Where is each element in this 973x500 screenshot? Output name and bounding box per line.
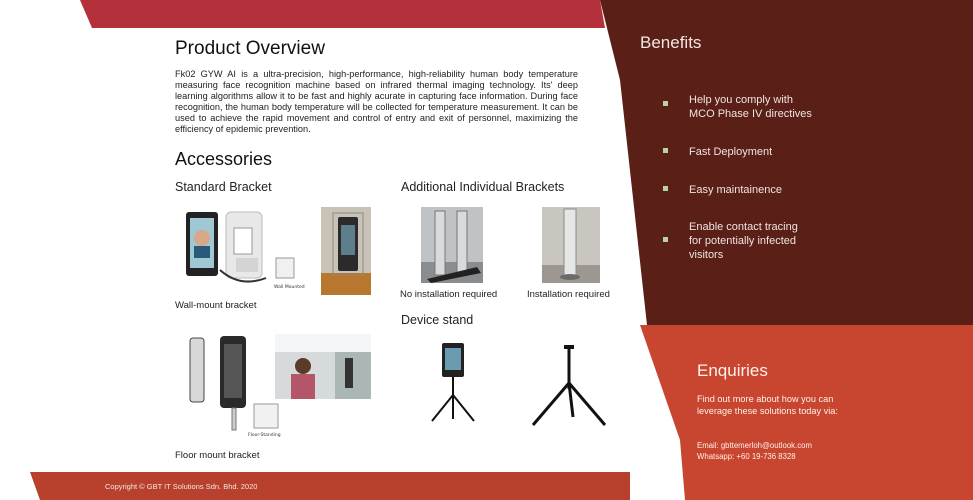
additional-brackets-heading: Additional Individual Brackets: [401, 180, 565, 194]
floor-standing-tag: Floor-Standing: [248, 433, 281, 438]
device-stand-tripod-with-device: [428, 341, 478, 425]
benefits-title: Benefits: [640, 33, 702, 52]
no-install-caption: No installation required: [400, 289, 498, 300]
floor-mount-usage-photo: [275, 334, 371, 399]
floor-mount-bracket-image: [184, 334, 284, 442]
bullet-icon: [663, 148, 668, 153]
contact-whatsapp[interactable]: Whatsapp: +60 19-736 8328: [697, 452, 796, 461]
contact-email[interactable]: Email: gbttemerloh@outlook.com: [697, 441, 812, 450]
benefit-item: Enable contact tracing for potentially infected visitors: [663, 220, 813, 262]
device-stand-heading: Device stand: [401, 313, 474, 327]
benefit-item: Fast Deployment: [663, 145, 813, 159]
no-install-bracket-image: [421, 207, 483, 283]
bullet-icon: [663, 186, 668, 191]
overview-description: Fk02 GYW AI is a ultra-precision, high-performance, high-reliability human body temperature measuring face recognition machine based on infrared thermal imaging technology. Its' deep learning algorithms allow it to be fast and highly acurate in capturing face information. During face recognition, the human body temperature will be collected for temperature measurement. It can be used to achieve the rapid movement and control of entry and exit of personnel, maximizing the efficiency of epidemic prevention.: [175, 69, 578, 134]
benefit-item: Easy maintainence: [663, 183, 813, 197]
install-bracket-image: [542, 207, 600, 283]
enquiries-description: Find out more about how you can leverage these solutions today via:: [697, 394, 838, 416]
install-caption: Installation required: [527, 289, 610, 300]
standard-bracket-heading: Standard Bracket: [175, 180, 272, 194]
device-stand-tripod: [527, 343, 611, 427]
wall-mount-bracket-image: [180, 208, 305, 293]
footer-copyright: Copyright © GBT IT Solutions Sdn. Bhd. 2020: [105, 482, 258, 491]
bullet-icon: [663, 237, 668, 242]
wall-mounted-tag: Wall Mounted: [274, 285, 305, 290]
floor-mount-caption: Floor mount bracket: [175, 450, 260, 461]
enquiries-title: Enquiries: [697, 361, 768, 380]
bullet-icon: [663, 101, 668, 106]
wall-mount-caption: Wall-mount bracket: [175, 300, 257, 311]
benefit-item: Help you comply with MCO Phase IV directives: [663, 93, 813, 121]
wall-mounted-device-photo: [321, 207, 371, 295]
accessories-title: Accessories: [175, 149, 273, 169]
page-title: Product Overview: [175, 38, 325, 59]
